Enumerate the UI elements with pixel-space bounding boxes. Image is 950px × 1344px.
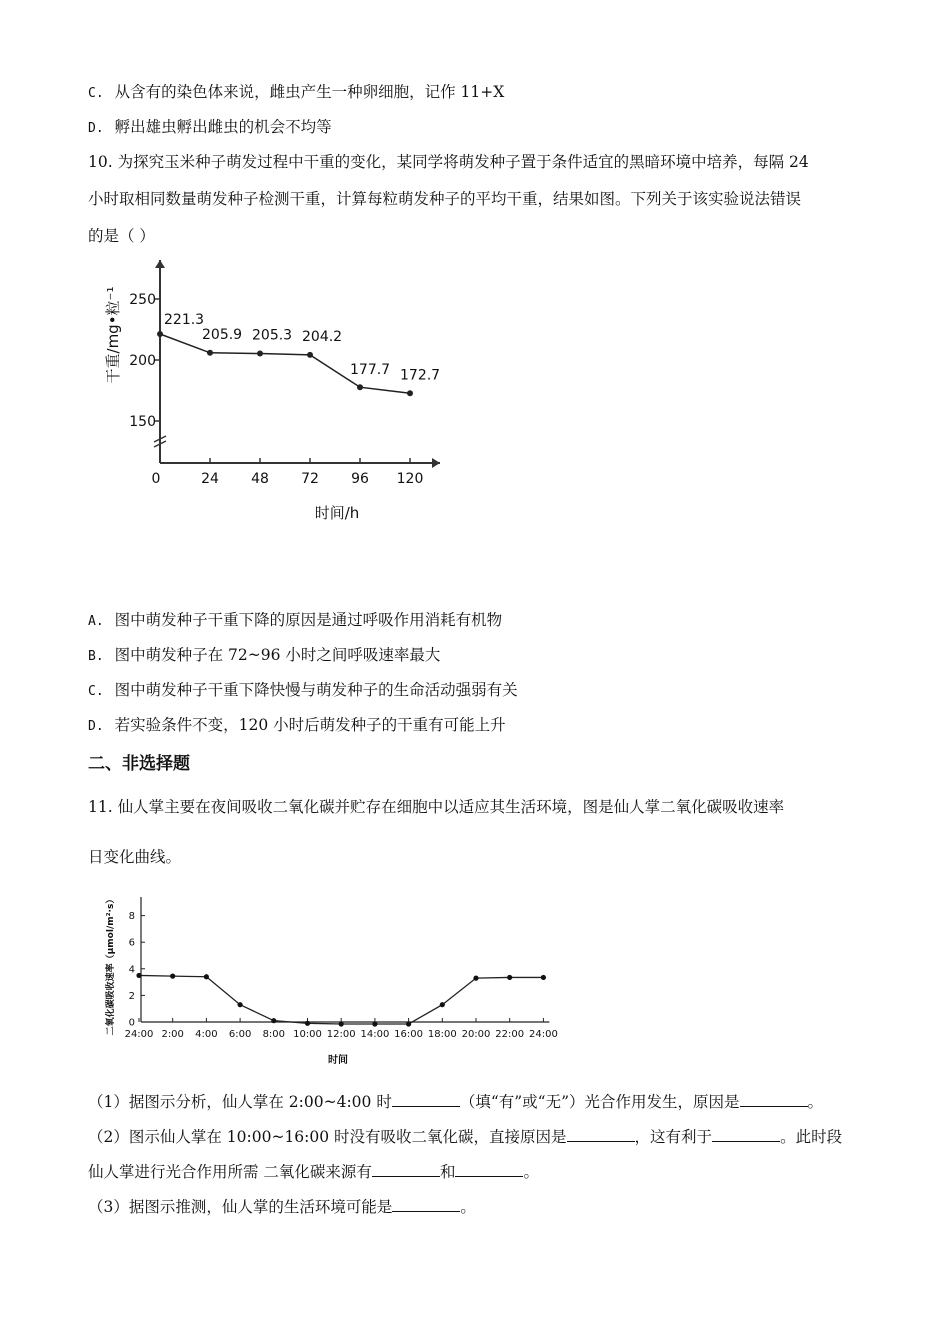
y-axis-label: 二氧化碳吸收速率（μmol/m²·s） <box>106 894 116 1036</box>
q11-sub1 <box>88 1092 823 1112</box>
data-point <box>541 975 546 980</box>
x-tick-label: 48 <box>251 471 269 487</box>
x-tick-label: 120 <box>396 471 424 487</box>
sub1-text-part2: （填“有”或“无”）光合作用发生，原因是 <box>459 1093 740 1111</box>
sub2-text-part1: （2）图示仙人掌在 10:00~16:00 时没有吸收二氧化碳，直接原因是 <box>88 1128 567 1146</box>
option-label: A. <box>88 614 104 629</box>
data-label: 204.2 <box>302 328 343 345</box>
data-point <box>440 1002 445 1007</box>
data-label: 205.3 <box>252 327 293 344</box>
q11-sub2 <box>88 1127 842 1147</box>
data-point <box>357 384 363 390</box>
y-axis-arrow <box>155 260 165 268</box>
y-axis-label: 干重/mg•粒⁻¹ <box>104 286 122 384</box>
option-label: C. <box>88 684 104 699</box>
option-text: 图中萌发种子干重下降的原因是通过呼吸作用消耗有机物 <box>114 611 503 629</box>
option-text: 从含有的染色体来说，雌虫产生一种卵细胞，记作 11+X <box>114 83 505 101</box>
q10-stem-line3: 的是（ ） <box>88 227 155 245</box>
x-tick-label: 12:00 <box>326 1029 356 1040</box>
answer-blank[interactable] <box>567 1127 635 1142</box>
x-tick-label: 22:00 <box>495 1029 525 1040</box>
q10-stem-line2: 小时取相同数量萌发种子检测干重，计算每粒萌发种子的平均干重，结果如图。下列关于该实验说法错误 <box>88 190 802 208</box>
data-label: 205.9 <box>202 326 243 343</box>
option-label: D. <box>88 719 104 734</box>
answer-blank[interactable] <box>392 1092 460 1107</box>
y-tick-label: 200 <box>129 353 156 369</box>
q10-option-b <box>88 645 440 667</box>
sub1-end: 。 <box>807 1093 824 1111</box>
y-tick-label: 6 <box>128 937 135 949</box>
answer-blank[interactable] <box>455 1162 523 1177</box>
q10-option-c <box>88 680 518 702</box>
data-point <box>207 350 213 356</box>
option-text: 图中萌发种子干重下降快慢与萌发种子的生命活动强弱有关 <box>114 681 518 699</box>
q11-sub3 <box>88 1197 476 1217</box>
dry-weight-chart <box>90 250 460 540</box>
y-tick-label: 250 <box>129 292 156 308</box>
data-point <box>372 1021 377 1026</box>
sub2-text-part2: ，这有利于 <box>634 1128 713 1146</box>
data-label: 221.3 <box>164 312 205 329</box>
section-title: 二、非选择题 <box>88 754 190 774</box>
q10-stem-line1: 10. 为探究玉米种子萌发过程中干重的变化，某同学将萌发种子置于条件适宜的黑暗环境中培养，每隔 24 <box>88 153 809 171</box>
q11-stem-line1: 11. 仙人掌主要在夜间吸收二氧化碳并贮存在细胞中以适应其生活环境，图是仙人掌二氧化碳吸收速率 <box>88 798 785 816</box>
x-axis-label: 时间/h <box>314 504 360 522</box>
y-tick-label: 2 <box>128 990 135 1002</box>
x-tick-label: 6:00 <box>228 1029 252 1040</box>
data-point <box>136 973 141 978</box>
y-tick-label: 4 <box>128 964 135 976</box>
answer-blank[interactable] <box>740 1092 808 1107</box>
q10-option-a <box>88 610 502 632</box>
y-tick-label: 150 <box>129 414 156 430</box>
sub2b-text-part1: 仙人掌进行光合作用所需 二氧化碳来源有 <box>88 1163 372 1181</box>
x-tick-label: 20:00 <box>461 1029 491 1040</box>
data-point <box>170 974 175 979</box>
x-tick-label: 10:00 <box>293 1029 322 1040</box>
data-point <box>204 974 209 979</box>
x-tick-label: 0 <box>151 471 161 487</box>
option-label: D. <box>88 121 104 136</box>
x-tick-label: 24:00 <box>528 1029 558 1040</box>
data-point <box>407 390 413 396</box>
option-label: C. <box>88 86 104 101</box>
q10-option-d <box>88 715 506 737</box>
data-point <box>307 352 313 358</box>
y-tick-label: 8 <box>128 911 135 923</box>
x-tick-label: 24:00 <box>124 1029 154 1040</box>
q9-option-c <box>88 82 504 104</box>
answer-blank[interactable] <box>392 1197 460 1212</box>
x-tick-label: 96 <box>351 471 369 487</box>
data-point <box>238 1002 243 1007</box>
data-label: 177.7 <box>350 362 391 379</box>
sub1-text-part1: （1）据图示分析，仙人掌在 2:00~4:00 时 <box>88 1093 392 1111</box>
co2-uptake-chart <box>96 885 566 1070</box>
x-tick-label: 72 <box>301 471 319 487</box>
q11-stem-line2: 日变化曲线。 <box>88 848 182 866</box>
x-tick-label: 24 <box>201 471 219 487</box>
q9-option-d <box>88 117 332 139</box>
sub3-end: 。 <box>460 1198 476 1216</box>
x-axis-arrow <box>432 458 440 468</box>
x-axis-label: 时间 <box>328 1055 348 1066</box>
q11-sub2-cont <box>88 1162 539 1182</box>
answer-blank[interactable] <box>372 1162 440 1177</box>
data-point <box>406 1021 411 1026</box>
data-point <box>507 975 512 980</box>
x-tick-label: 18:00 <box>427 1029 457 1040</box>
option-label: B. <box>88 649 104 664</box>
x-tick-label: 16:00 <box>394 1029 424 1040</box>
x-tick-label: 4:00 <box>195 1029 218 1040</box>
y-tick-label: 0 <box>128 1017 135 1029</box>
data-label: 172.7 <box>400 367 441 384</box>
data-point <box>271 1018 276 1023</box>
data-point <box>257 351 263 357</box>
option-text: 孵出雄虫孵出雌虫的机会不均等 <box>114 118 332 136</box>
sub2b-text-part2: 和 <box>439 1163 456 1181</box>
sub2-text-part3: 。此时段 <box>780 1128 843 1146</box>
option-text: 若实验条件不变，120 小时后萌发种子的干重有可能上升 <box>114 716 506 734</box>
answer-blank[interactable] <box>712 1127 780 1142</box>
series-line <box>139 975 543 1024</box>
x-tick-label: 8:00 <box>262 1029 286 1040</box>
sub3-text-part1: （3）据图示推测，仙人掌的生活环境可能是 <box>88 1198 393 1216</box>
x-tick-label: 14:00 <box>360 1029 390 1040</box>
data-point <box>305 1021 310 1026</box>
data-point <box>339 1021 344 1026</box>
data-point <box>473 976 478 981</box>
data-point <box>157 331 163 337</box>
sub2b-end: 。 <box>523 1163 539 1181</box>
option-text: 图中萌发种子在 72~96 小时之间呼吸速率最大 <box>114 646 441 664</box>
x-tick-label: 2:00 <box>161 1029 184 1040</box>
